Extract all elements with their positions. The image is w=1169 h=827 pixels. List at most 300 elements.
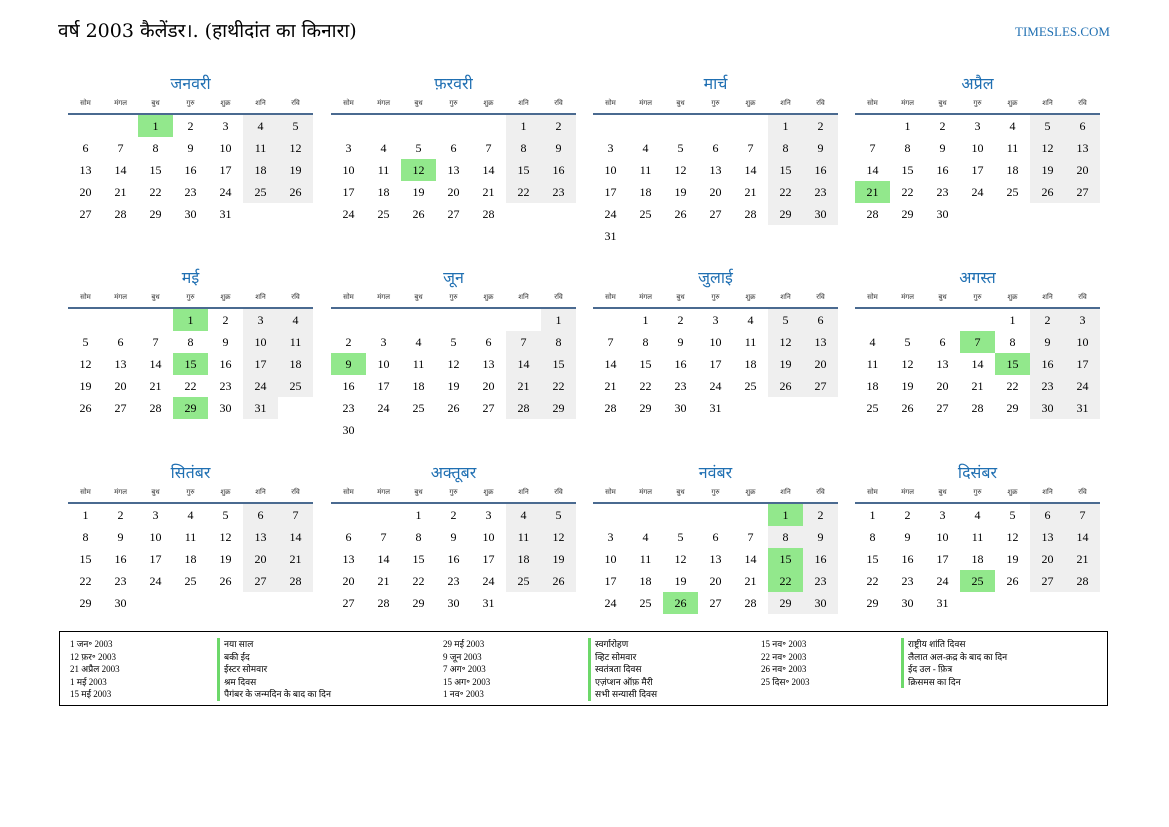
- day-cell: 14: [114, 163, 127, 177]
- day-cell: 16: [803, 548, 838, 570]
- day-cell: 4: [243, 115, 278, 137]
- day-cell: 21: [604, 379, 617, 393]
- weekday-label: मंगल: [377, 99, 390, 107]
- empty-cell: [698, 115, 733, 137]
- day-cell: 23: [1030, 375, 1065, 397]
- empty-cell: [960, 309, 995, 331]
- day-grid: [331, 115, 576, 225]
- day-cell: 21: [744, 185, 757, 199]
- day-cell: 4: [1009, 119, 1016, 133]
- day-cell: 13: [114, 357, 127, 371]
- day-cell: 2: [803, 115, 838, 137]
- day-cell: 23: [184, 185, 197, 199]
- day-cell: 14: [866, 163, 879, 177]
- weekday-label: रवि: [1078, 99, 1087, 107]
- day-cell: 25: [506, 570, 541, 592]
- day-cell: 7: [117, 141, 124, 155]
- day-cell: 24: [482, 574, 495, 588]
- weekday-label: शुक्र: [483, 293, 494, 301]
- legend-holiday-name: व्हिट सोमवार: [588, 651, 657, 664]
- empty-cell: [366, 115, 401, 137]
- day-cell: 5: [1009, 508, 1016, 522]
- day-cell: 16: [936, 163, 949, 177]
- empty-cell: [628, 115, 663, 137]
- day-cell: 18: [412, 379, 425, 393]
- month-name: जनवरी: [170, 74, 211, 93]
- day-cell: 30: [936, 207, 949, 221]
- day-cell: 6: [1030, 504, 1065, 526]
- weekday-label: सोम: [605, 293, 616, 301]
- day-cell: 3: [712, 313, 719, 327]
- day-cell: 19: [219, 552, 232, 566]
- day-cell: 31: [1065, 397, 1100, 419]
- weekday-label: शुक्र: [745, 488, 756, 496]
- day-grid: [331, 504, 576, 614]
- day-cell: 3: [607, 141, 614, 155]
- legend-date: 9 जून 2003: [443, 651, 482, 662]
- empty-cell: [593, 115, 628, 137]
- day-cell: 25: [744, 379, 757, 393]
- day-cell: 7: [747, 530, 754, 544]
- day-cell: 20: [79, 185, 92, 199]
- day-cell: 14: [744, 552, 757, 566]
- legend-date: 1 मई 2003: [70, 676, 107, 687]
- day-cell: 15: [541, 353, 576, 375]
- day-cell: 5: [450, 335, 457, 349]
- day-cell: 9: [450, 530, 457, 544]
- day-cell: 14: [971, 357, 984, 371]
- legend-dates-column: [761, 638, 810, 688]
- legend-date: 25 दिस॰ 2003: [761, 676, 810, 687]
- empty-cell: [593, 504, 628, 526]
- day-cell: 21: [744, 574, 757, 588]
- day-cell: 13: [803, 331, 838, 353]
- month-name: अगस्त: [959, 268, 996, 287]
- day-cell: 8: [506, 137, 541, 159]
- legend-dates-column: [70, 638, 120, 701]
- day-cell: 3: [152, 508, 159, 522]
- day-cell: 14: [744, 163, 757, 177]
- weekday-label: शनि: [1042, 488, 1053, 496]
- weekday-label: शुक्र: [483, 99, 494, 107]
- day-cell: 26: [412, 207, 425, 221]
- day-cell: 9: [222, 335, 229, 349]
- day-cell: 4: [642, 530, 649, 544]
- day-cell: 22: [79, 574, 92, 588]
- empty-cell: [855, 309, 890, 331]
- month-calendar: [855, 461, 1100, 614]
- weekday-label: गुरु: [186, 99, 195, 107]
- month-name: अक्तूबर: [430, 463, 477, 482]
- day-cell: 8: [82, 530, 89, 544]
- day-cell: 14: [377, 552, 390, 566]
- empty-cell: [663, 504, 698, 526]
- day-cell: 23: [803, 570, 838, 592]
- day-cell: 29: [639, 401, 652, 415]
- day-cell: 21: [377, 574, 390, 588]
- month-name: जुलाई: [698, 268, 733, 287]
- day-cell: 22: [184, 379, 197, 393]
- month-calendar: [593, 72, 838, 247]
- day-cell: 7: [380, 530, 387, 544]
- day-cell: 14: [278, 526, 313, 548]
- day-cell: 12: [541, 526, 576, 548]
- day-cell: 28: [744, 207, 757, 221]
- day-cell: 9: [117, 530, 124, 544]
- day-cell: 25: [377, 207, 390, 221]
- day-cell: 21: [971, 379, 984, 393]
- day-cell: 17: [342, 185, 355, 199]
- day-cell: 2: [939, 119, 946, 133]
- day-cell: 20: [709, 574, 722, 588]
- day-cell: 11: [744, 335, 757, 349]
- day-cell: 24: [149, 574, 162, 588]
- day-cell: 11: [506, 526, 541, 548]
- day-cell: 1: [869, 508, 876, 522]
- day-cell: 19: [1030, 159, 1065, 181]
- day-cell: 23: [674, 379, 687, 393]
- day-cell: 9: [803, 137, 838, 159]
- day-cell: 19: [79, 379, 92, 393]
- weekday-label: बुध: [414, 488, 423, 496]
- weekday-label: रवि: [816, 99, 825, 107]
- day-cell: 12: [1006, 530, 1019, 544]
- day-cell: 29: [1006, 401, 1019, 415]
- day-cell: 14: [482, 163, 495, 177]
- day-cell: 29: [768, 203, 803, 225]
- holiday-day-cell: 15: [768, 548, 803, 570]
- day-cell: 1: [82, 508, 89, 522]
- day-cell: 4: [380, 141, 387, 155]
- day-cell: 3: [1065, 309, 1100, 331]
- weekday-label: शुक्र: [220, 488, 231, 496]
- day-cell: 5: [541, 504, 576, 526]
- day-cell: 28: [377, 596, 390, 610]
- day-cell: 4: [869, 335, 876, 349]
- holiday-day-cell: 15: [173, 353, 208, 375]
- day-cell: 7: [278, 504, 313, 526]
- weekday-label: बुध: [414, 293, 423, 301]
- day-cell: 6: [345, 530, 352, 544]
- month-calendar: [331, 72, 576, 225]
- weekday-label: बुध: [151, 488, 160, 496]
- day-cell: 19: [278, 159, 313, 181]
- day-cell: 6: [1065, 115, 1100, 137]
- weekday-label: शुक्र: [1007, 488, 1018, 496]
- day-cell: 30: [219, 401, 232, 415]
- day-cell: 4: [415, 335, 422, 349]
- legend-date: 1 नव॰ 2003: [443, 689, 484, 699]
- day-cell: 25: [866, 401, 879, 415]
- day-cell: 7: [607, 335, 614, 349]
- day-cell: 19: [768, 353, 803, 375]
- day-cell: 20: [243, 548, 278, 570]
- weekday-label: सोम: [343, 488, 354, 496]
- day-cell: 16: [447, 552, 460, 566]
- day-cell: 12: [278, 137, 313, 159]
- day-cell: 13: [1030, 526, 1065, 548]
- legend-holiday-name: राष्ट्रीय शांति दिवस: [901, 638, 1007, 651]
- day-cell: 12: [219, 530, 232, 544]
- day-cell: 26: [1030, 181, 1065, 203]
- weekday-label: बुध: [938, 293, 947, 301]
- day-cell: 30: [674, 401, 687, 415]
- day-cell: 5: [415, 141, 422, 155]
- weekday-header: [593, 485, 838, 504]
- day-cell: 8: [541, 331, 576, 353]
- day-cell: 3: [974, 119, 981, 133]
- day-cell: 27: [1065, 181, 1100, 203]
- day-cell: 13: [936, 357, 949, 371]
- day-cell: 20: [114, 379, 127, 393]
- day-cell: 5: [1030, 115, 1065, 137]
- day-cell: 12: [674, 163, 687, 177]
- weekday-label: मंगल: [114, 488, 127, 496]
- day-cell: 13: [243, 526, 278, 548]
- month-name: नवंबर: [698, 463, 733, 482]
- weekday-label: शनि: [1042, 99, 1053, 107]
- day-cell: 26: [674, 207, 687, 221]
- day-cell: 18: [744, 357, 757, 371]
- weekday-label: मंगल: [114, 99, 127, 107]
- day-cell: 26: [541, 570, 576, 592]
- weekday-label: मंगल: [377, 488, 390, 496]
- day-cell: 10: [149, 530, 162, 544]
- day-cell: 9: [187, 141, 194, 155]
- day-cell: 2: [345, 335, 352, 349]
- day-cell: 5: [278, 115, 313, 137]
- day-cell: 8: [904, 141, 911, 155]
- site-link[interactable]: TIMESLES.COM: [1015, 24, 1110, 39]
- month-name: अप्रैल: [961, 74, 994, 93]
- day-cell: 23: [541, 181, 576, 203]
- day-cell: 18: [278, 353, 313, 375]
- weekday-label: शनि: [255, 293, 266, 301]
- day-cell: 24: [1065, 375, 1100, 397]
- day-cell: 8: [187, 335, 194, 349]
- empty-cell: [890, 309, 925, 331]
- legend-date: 22 नव॰ 2003: [761, 651, 807, 662]
- empty-cell: [331, 504, 366, 526]
- holiday-day-cell: 9: [331, 353, 366, 375]
- day-cell: 13: [709, 163, 722, 177]
- day-cell: 4: [506, 504, 541, 526]
- day-cell: 1: [768, 115, 803, 137]
- legend-holiday-name: नया साल: [217, 638, 331, 651]
- empty-cell: [663, 115, 698, 137]
- day-cell: 22: [506, 181, 541, 203]
- day-grid: [68, 309, 313, 419]
- day-grid: [593, 115, 838, 247]
- day-cell: 18: [639, 574, 652, 588]
- legend-holiday-name: ईस्टर सोमवार: [217, 663, 331, 676]
- weekday-label: रवि: [291, 488, 300, 496]
- day-cell: 9: [541, 137, 576, 159]
- day-cell: 26: [901, 401, 914, 415]
- weekday-header: [593, 290, 838, 309]
- day-cell: 12: [674, 552, 687, 566]
- day-cell: 30: [803, 203, 838, 225]
- weekday-label: गुरु: [973, 488, 982, 496]
- day-cell: 29: [768, 592, 803, 614]
- day-cell: 25: [639, 596, 652, 610]
- legend-names-column: [217, 638, 331, 701]
- weekday-label: गुरु: [449, 293, 458, 301]
- day-cell: 20: [447, 185, 460, 199]
- holiday-day-cell: 26: [663, 592, 698, 614]
- day-cell: 16: [114, 552, 127, 566]
- day-cell: 27: [447, 207, 460, 221]
- day-cell: 12: [447, 357, 460, 371]
- day-cell: 11: [866, 357, 879, 371]
- day-cell: 2: [1030, 309, 1065, 331]
- day-cell: 3: [939, 508, 946, 522]
- day-cell: 26: [447, 401, 460, 415]
- holiday-day-cell: 1: [768, 504, 803, 526]
- weekday-label: मंगल: [114, 293, 127, 301]
- day-cell: 2: [117, 508, 124, 522]
- month-name: जून: [443, 268, 464, 287]
- day-cell: 14: [149, 357, 162, 371]
- day-cell: 11: [1006, 141, 1019, 155]
- weekday-label: शुक्र: [220, 293, 231, 301]
- weekday-header: [331, 96, 576, 115]
- day-cell: 27: [803, 375, 838, 397]
- day-cell: 2: [904, 508, 911, 522]
- legend-holiday-name: श्रम दिवस: [217, 676, 331, 689]
- day-cell: 8: [1009, 335, 1016, 349]
- day-cell: 20: [1065, 159, 1100, 181]
- legend-date: 7 अग॰ 2003: [443, 664, 486, 674]
- day-cell: 17: [604, 185, 617, 199]
- day-cell: 16: [901, 552, 914, 566]
- day-cell: 10: [604, 163, 617, 177]
- day-cell: 21: [114, 185, 127, 199]
- weekday-label: गुरु: [711, 488, 720, 496]
- legend-holiday-name: बकी ईद: [217, 651, 331, 664]
- legend-names-column: [901, 638, 1007, 688]
- empty-cell: [436, 115, 471, 137]
- day-cell: 27: [79, 207, 92, 221]
- day-cell: 23: [342, 401, 355, 415]
- day-cell: 20: [936, 379, 949, 393]
- holiday-day-cell: 22: [768, 570, 803, 592]
- legend-date: 1 जन॰ 2003: [70, 639, 113, 649]
- day-cell: 3: [607, 530, 614, 544]
- weekday-label: सोम: [80, 293, 91, 301]
- weekday-label: रवि: [816, 293, 825, 301]
- legend-holiday-name: पैगंबर के जन्मदिन के बाद का दिन: [217, 688, 331, 701]
- legend-date: 26 नव॰ 2003: [761, 664, 807, 674]
- day-cell: 5: [82, 335, 89, 349]
- weekday-header: [593, 96, 838, 115]
- day-cell: 9: [1030, 331, 1065, 353]
- month-name: मार्च: [703, 74, 728, 93]
- day-cell: 20: [1030, 548, 1065, 570]
- day-cell: 28: [866, 207, 879, 221]
- day-cell: 13: [709, 552, 722, 566]
- day-cell: 6: [450, 141, 457, 155]
- day-cell: 23: [219, 379, 232, 393]
- day-cell: 27: [709, 207, 722, 221]
- day-cell: 23: [114, 574, 127, 588]
- day-cell: 20: [803, 353, 838, 375]
- day-cell: 18: [506, 548, 541, 570]
- day-cell: 8: [768, 137, 803, 159]
- weekday-label: रवि: [554, 488, 563, 496]
- weekday-label: शनि: [780, 293, 791, 301]
- empty-cell: [733, 504, 768, 526]
- weekday-label: रवि: [1078, 488, 1087, 496]
- empty-cell: [68, 309, 103, 331]
- day-cell: 30: [803, 592, 838, 614]
- legend-names-column: [588, 638, 657, 701]
- day-cell: 26: [1006, 574, 1019, 588]
- weekday-label: शनि: [518, 99, 529, 107]
- day-cell: 10: [243, 331, 278, 353]
- legend-holiday-name: स्वर्गारोहण: [588, 638, 657, 651]
- day-cell: 4: [747, 313, 754, 327]
- day-cell: 5: [677, 530, 684, 544]
- day-cell: 26: [278, 181, 313, 203]
- weekday-label: मंगल: [901, 99, 914, 107]
- day-cell: 7: [1065, 504, 1100, 526]
- weekday-label: बुध: [676, 488, 685, 496]
- day-cell: 27: [936, 401, 949, 415]
- day-grid: [68, 115, 313, 225]
- day-cell: 13: [79, 163, 92, 177]
- weekday-label: गुरु: [711, 99, 720, 107]
- holiday-day-cell: 15: [995, 353, 1030, 375]
- month-name: मई: [181, 268, 200, 287]
- day-cell: 11: [639, 163, 652, 177]
- weekday-header: [68, 290, 313, 309]
- day-cell: 9: [803, 526, 838, 548]
- day-cell: 31: [604, 229, 617, 243]
- day-cell: 7: [747, 141, 754, 155]
- day-cell: 24: [219, 185, 232, 199]
- weekday-label: सोम: [867, 488, 878, 496]
- weekday-label: शनि: [518, 488, 529, 496]
- day-cell: 13: [447, 163, 460, 177]
- weekday-label: सोम: [605, 99, 616, 107]
- day-cell: 3: [485, 508, 492, 522]
- empty-cell: [331, 115, 366, 137]
- day-cell: 1: [541, 309, 576, 331]
- day-cell: 9: [904, 530, 911, 544]
- day-cell: 22: [639, 379, 652, 393]
- day-cell: 28: [506, 397, 541, 419]
- day-cell: 22: [768, 181, 803, 203]
- day-cell: 20: [709, 185, 722, 199]
- weekday-label: मंगल: [639, 99, 652, 107]
- month-calendar: [68, 461, 313, 614]
- day-cell: 9: [677, 335, 684, 349]
- weekday-header: [855, 96, 1100, 115]
- weekday-label: शुक्र: [1007, 99, 1018, 107]
- day-cell: 17: [1065, 353, 1100, 375]
- day-cell: 23: [447, 574, 460, 588]
- day-cell: 11: [243, 137, 278, 159]
- day-cell: 6: [712, 141, 719, 155]
- empty-cell: [698, 504, 733, 526]
- day-cell: 15: [768, 159, 803, 181]
- weekday-label: गुरु: [186, 293, 195, 301]
- day-cell: 4: [187, 508, 194, 522]
- month-calendar: [331, 266, 576, 441]
- day-cell: 25: [1006, 185, 1019, 199]
- empty-cell: [506, 309, 541, 331]
